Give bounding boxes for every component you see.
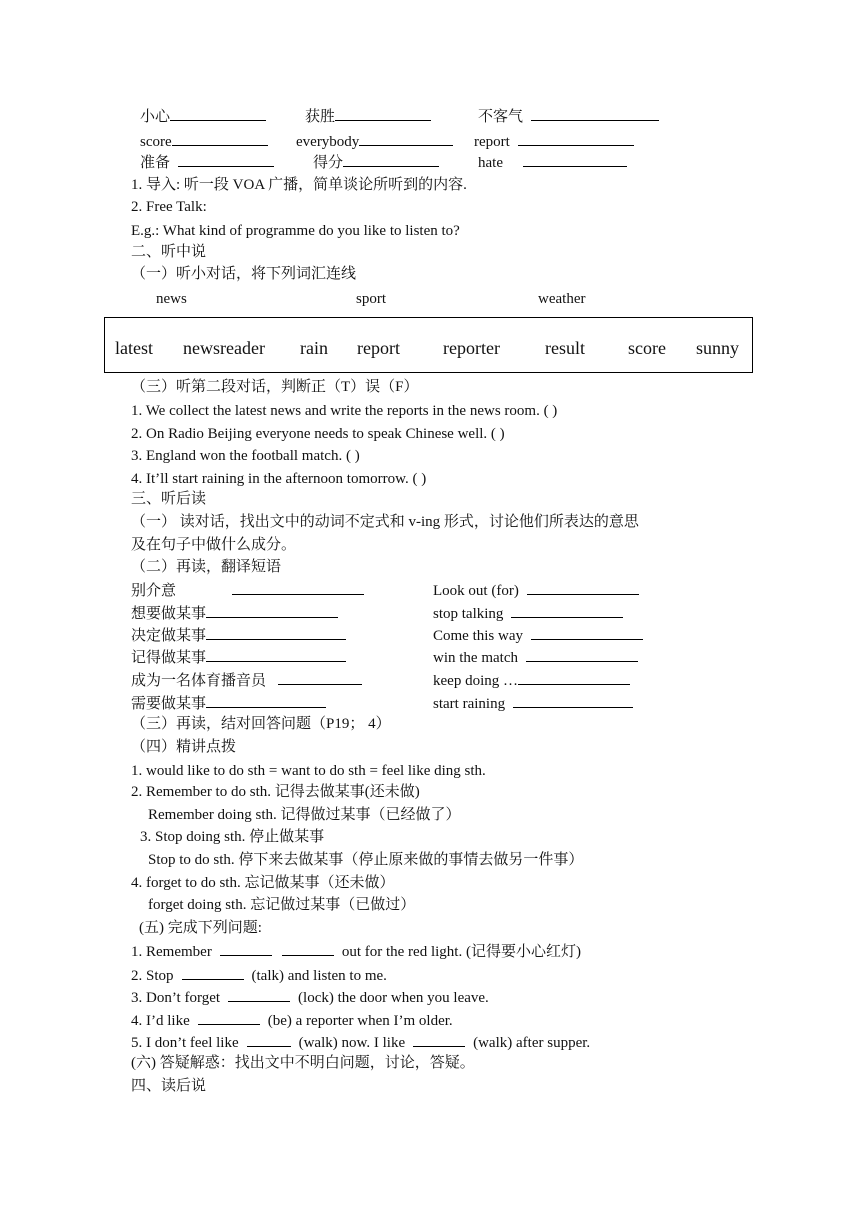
- word-item[interactable]: newsreader: [183, 338, 265, 358]
- answer-blank[interactable]: [178, 152, 274, 167]
- answer-blank[interactable]: [247, 1032, 291, 1047]
- intro-step-1: 1. 导入: 听一段 VOA 广播，简单谈论所听到的内容.: [131, 177, 467, 193]
- vocab-label: report: [474, 134, 510, 150]
- answer-blank[interactable]: [206, 647, 346, 662]
- vocab-label: 获胜: [305, 109, 336, 125]
- tf-item-4: 4. It’ll start raining in the afternoon tomorrow. ( ): [131, 471, 427, 487]
- word-item[interactable]: report: [357, 338, 400, 358]
- word-item[interactable]: reporter: [443, 338, 500, 358]
- answer-blank[interactable]: [172, 131, 268, 146]
- note-2: 2. Remember to do sth. 记得去做某事(还未做): [131, 784, 420, 800]
- section-2-title: 二、听中说: [131, 244, 207, 260]
- word-item[interactable]: result: [545, 338, 585, 358]
- answer-blank[interactable]: [518, 131, 634, 146]
- word-item[interactable]: sunny: [696, 338, 740, 358]
- answer-blank[interactable]: [228, 987, 290, 1002]
- answer-blank[interactable]: [170, 106, 266, 121]
- phrase-label: Look out (for): [433, 583, 519, 599]
- category-news: news: [156, 291, 187, 307]
- answer-blank[interactable]: [359, 131, 453, 146]
- phrase-label: keep doing …: [433, 673, 518, 689]
- note-4-b: forget doing sth. 忘记做过某事（已做过）: [148, 897, 416, 913]
- vocab-label: 小心: [140, 109, 171, 125]
- answer-blank[interactable]: [531, 106, 659, 121]
- note-4: 4. forget to do sth. 忘记做某事（还未做）: [131, 875, 395, 891]
- answer-blank[interactable]: [343, 152, 439, 167]
- note-1: 1. would like to do sth = want to do sth = feel like ding sth.: [131, 763, 486, 779]
- exercise-3: 3. Don’t forget (lock) the door when you leave.: [131, 987, 489, 1008]
- answer-blank[interactable]: [526, 647, 638, 662]
- answer-blank[interactable]: [206, 625, 346, 640]
- phrase-label: 成为一名体育播音员: [131, 673, 267, 689]
- exercise-4: 4. I’d like (be) a reporter when I’m older.: [131, 1010, 453, 1031]
- vocab-label: 准备: [140, 155, 171, 171]
- section-3-sub-5: (五) 完成下列问题:: [139, 920, 262, 936]
- category-weather: weather: [538, 291, 586, 307]
- intro-example: E.g.: What kind of programme do you like to listen to?: [131, 223, 460, 239]
- section-3-sub-4: （四）精讲点拨: [131, 739, 237, 755]
- answer-blank[interactable]: [335, 106, 431, 121]
- answer-blank[interactable]: [518, 670, 630, 685]
- section-4-title: 四、读后说: [131, 1078, 207, 1094]
- word-item[interactable]: latest: [115, 338, 153, 358]
- phrase-label: 决定做某事: [131, 628, 207, 644]
- phrase-label: stop talking: [433, 606, 504, 622]
- word-item[interactable]: score: [628, 338, 666, 358]
- section-2-sub-1: （一）听小对话，将下列词汇连线: [131, 266, 357, 282]
- answer-blank[interactable]: [220, 941, 272, 956]
- section-3-sub-2: （二）再读，翻译短语: [131, 559, 282, 575]
- phrase-label: Come this way: [433, 628, 523, 644]
- section-2-sub-3: （三）听第二段对话，判断正（T）误（F）: [131, 379, 419, 395]
- answer-blank[interactable]: [198, 1010, 260, 1025]
- word-bank-box: [104, 317, 753, 373]
- tf-item-2: 2. On Radio Beijing everyone needs to speak Chinese well. ( ): [131, 426, 505, 442]
- note-3: 3. Stop doing sth. 停止做某事: [140, 829, 325, 845]
- phrase-label: win the match: [433, 650, 518, 666]
- vocab-label: 不客气: [478, 109, 524, 125]
- phrase-label: 想要做某事: [131, 606, 207, 622]
- tf-item-1: 1. We collect the latest news and write the reports in the news room. ( ): [131, 403, 558, 419]
- vocab-label: score: [140, 134, 172, 150]
- section-3-sub-1-cont: 及在句子中做什么成分。: [131, 537, 297, 553]
- answer-blank[interactable]: [206, 603, 338, 618]
- section-3-sub-6: (六) 答疑解惑：找出文中不明白问题，讨论，答疑。: [131, 1055, 475, 1071]
- phrase-label: 需要做某事: [131, 696, 207, 712]
- section-3-sub-1: （一） 读对话，找出文中的动词不定式和 v-ing 形式，讨论他们所表达的意思: [131, 514, 639, 530]
- section-3-sub-3: （三）再读，结对回答问题（P19； 4）: [131, 716, 391, 732]
- answer-blank[interactable]: [527, 580, 639, 595]
- answer-blank[interactable]: [413, 1032, 465, 1047]
- answer-blank[interactable]: [531, 625, 643, 640]
- vocab-label: hate: [478, 155, 503, 171]
- vocab-label: 得分: [313, 155, 344, 171]
- answer-blank[interactable]: [282, 941, 334, 956]
- word-item[interactable]: rain: [300, 338, 328, 358]
- exercise-1: 1. Remember out for the red light. (记得要小心红灯): [131, 941, 581, 962]
- note-2-b: Remember doing sth. 记得做过某事（已经做了）: [148, 807, 461, 823]
- vocab-label: everybody: [296, 134, 360, 150]
- exercise-2: 2. Stop (talk) and listen to me.: [131, 965, 387, 986]
- exercise-5: 5. I don’t feel like (walk) now. I like (walk) after supper.: [131, 1032, 590, 1053]
- answer-blank[interactable]: [182, 965, 244, 980]
- answer-blank[interactable]: [513, 693, 633, 708]
- answer-blank[interactable]: [278, 670, 362, 685]
- intro-step-2: 2. Free Talk:: [131, 199, 207, 215]
- answer-blank[interactable]: [511, 603, 623, 618]
- note-3-b: Stop to do sth. 停下来去做某事（停止原来做的事情去做另一件事）: [148, 852, 584, 868]
- tf-item-3: 3. England won the football match. ( ): [131, 448, 360, 464]
- category-sport: sport: [356, 291, 386, 307]
- answer-blank[interactable]: [206, 693, 326, 708]
- answer-blank[interactable]: [232, 580, 364, 595]
- phrase-label: 别介意: [131, 583, 177, 599]
- phrase-label: 记得做某事: [131, 650, 207, 666]
- answer-blank[interactable]: [523, 152, 627, 167]
- phrase-label: start raining: [433, 696, 506, 712]
- section-3-title: 三、听后读: [131, 491, 207, 507]
